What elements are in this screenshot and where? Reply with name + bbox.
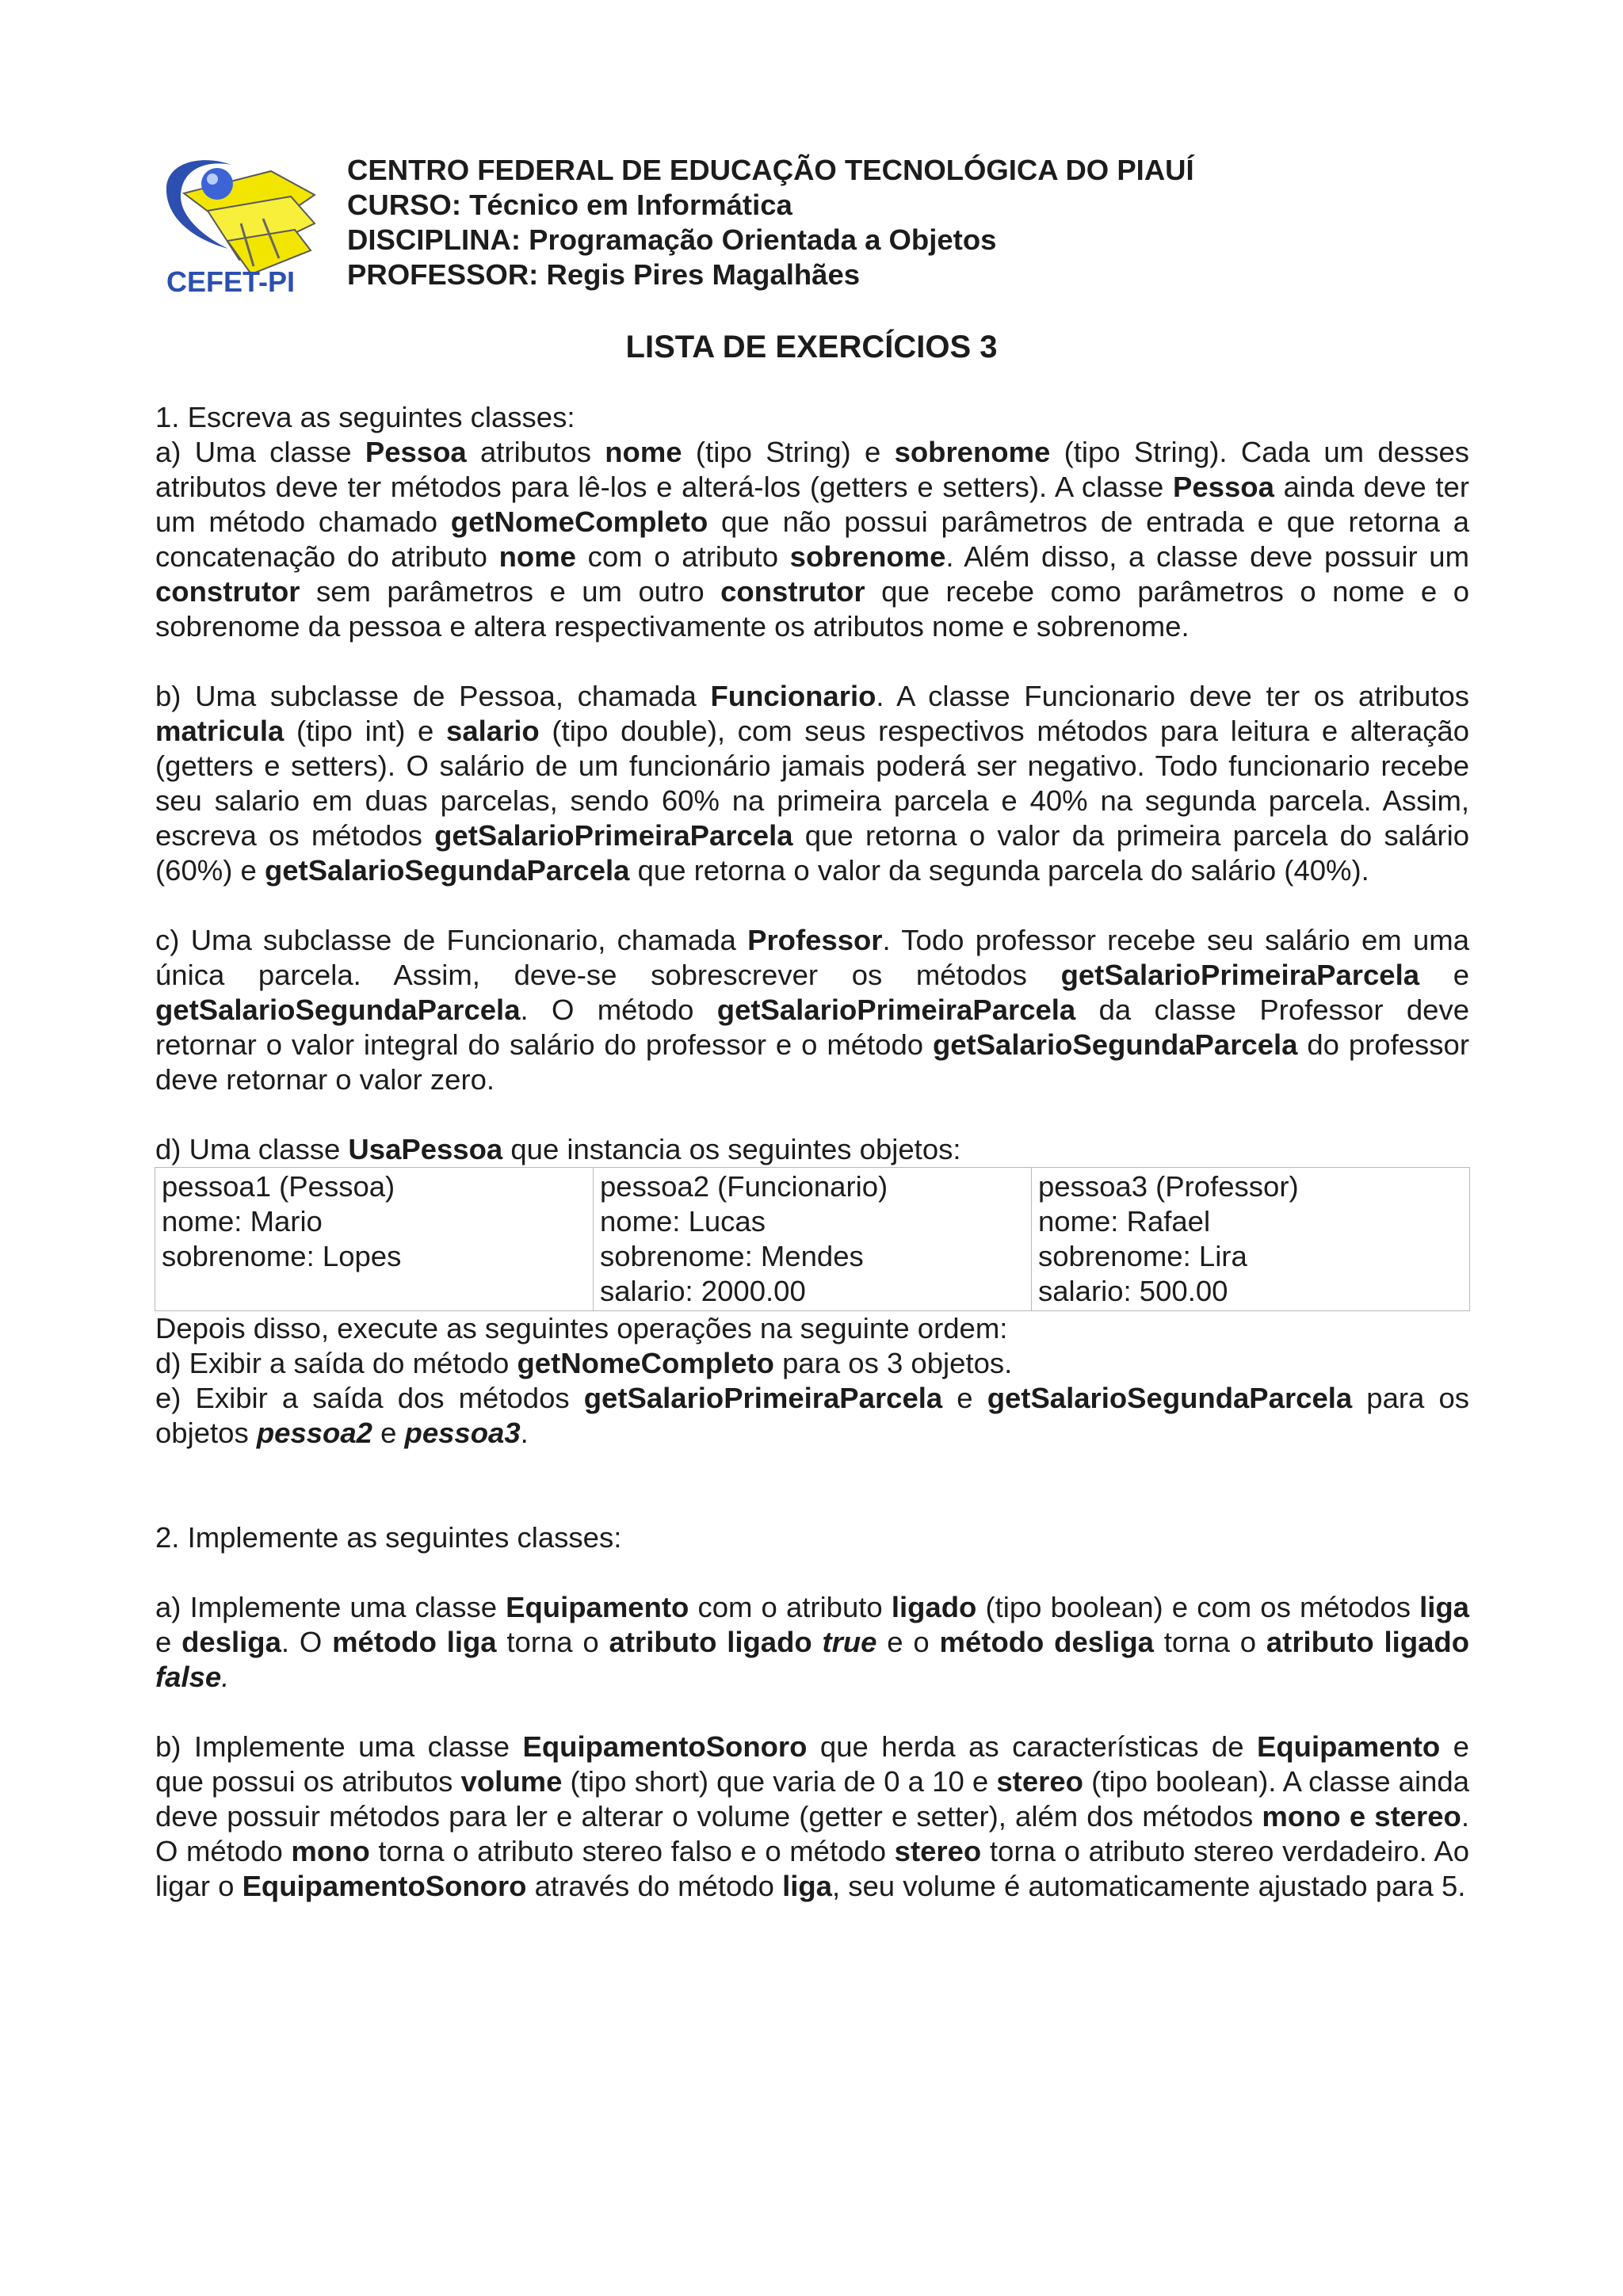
table-cell-pessoa1: pessoa1 (Pessoa) nome: Mario sobrenome: Lopes	[155, 1168, 594, 1311]
q1-item-b: b) Uma subclasse de Pessoa, chamada Funcionario. A classe Funcionario deve ter os atributos matricula (tipo int) e salario (tipo double), com seus respectivos métodos para leitura e alteração (getters e setters). O salário de um funcionário jamais poderá ser negativo. Todo funcionario recebe seu salario em duas parcelas, sendo 60% na primeira parcela e 40% na segunda parcela. Assim, escreva os métodos getSalarioPrimeiraParcela que retorna o valor da primeira parcela do salário (60%) e getSalarioSegundaParcela que retorna o valor da segunda parcela do salário (40%).	[155, 680, 1470, 887]
q1-after-text: Depois disso, execute as seguintes operações na seguinte ordem:	[155, 1312, 1008, 1344]
table-cell-pessoa3: pessoa3 (Professor) nome: Rafael sobrenome: Lira salario: 500.00	[1032, 1168, 1470, 1311]
document-header	[347, 153, 1457, 292]
cefet-pi-logo	[152, 147, 327, 299]
q2-intro: 2. Implemente as seguintes classes:	[155, 1521, 622, 1554]
q1-item-d: d) Uma classe UsaPessoa que instancia os seguintes objetos:	[155, 1133, 961, 1165]
table-row	[155, 1168, 1470, 1311]
objects-table	[155, 1167, 1470, 1311]
institution-name: CENTRO FEDERAL DE EDUCAÇÃO TECNOLÓGICA DO PIAUÍ	[347, 154, 1194, 186]
professor-line: PROFESSOR: Regis Pires Magalhães	[347, 258, 861, 291]
q2-item-a: a) Implemente uma classe Equipamento com o atributo ligado (tipo boolean) e com os métodos liga e desliga. O método liga torna o atributo ligado true e o método desliga torna o atributo ligado false.	[155, 1591, 1470, 1693]
cefet-logo-icon	[152, 147, 327, 299]
q1-item-d2: d) Exibir a saída do método getNomeCompleto para os 3 objetos.	[155, 1347, 1013, 1379]
q1-item-a: a) Uma classe Pessoa atributos nome (tipo String) e sobrenome (tipo String). Cada um desses atributos deve ter métodos para lê-los e alterá-los (getters e setters). A classe Pessoa ainda deve ter um método chamado getNomeCompleto que não possui parâmetros de entrada e que retorna a concatenação do atributo nome com o atributo sobrenome. Além disso, a classe deve possuir um construtor sem parâmetros e um outro construtor que recebe como parâmetros o nome e o sobrenome da pessoa e altera respectivamente os atributos nome e sobrenome.	[155, 436, 1470, 643]
svg-text:CEFET-PI: CEFET-PI	[166, 265, 296, 298]
q2-item-b: b) Implemente uma classe EquipamentoSonoro que herda as características de Equipamento e que possui os atributos volume (tipo short) que varia de 0 a 10 e stereo (tipo boolean). A classe ainda deve possuir métodos para ler e alterar o volume (getter e setter), além dos métodos mono e stereo. O método mono torna o atributo stereo falso e o método stereo torna o atributo stereo verdadeiro. Ao ligar o EquipamentoSonoro através do método liga, seu volume é automaticamente ajustado para 5.	[155, 1730, 1469, 1902]
discipline-line: DISCIPLINA: Programação Orientada a Objetos	[347, 223, 997, 256]
q1-item-e: e) Exibir a saída dos métodos getSalarioPrimeiraParcela e getSalarioSegundaParcela para os objetos pessoa2 e pessoa3.	[155, 1382, 1469, 1449]
table-cell-pessoa2: pessoa2 (Funcionario) nome: Lucas sobrenome: Mendes salario: 2000.00	[594, 1168, 1032, 1311]
q1-intro: 1. Escreva as seguintes classes:	[155, 401, 575, 433]
q1-item-c: c) Uma subclasse de Funcionario, chamada Professor. Todo professor recebe seu salário em uma única parcela. Assim, deve-se sobrescrever os métodos getSalarioPrimeiraParcela e getSalarioSegundaParcela. O método getSalarioPrimeiraParcela da classe Professor deve retornar o valor integral do salário do professor e o método getSalarioSegundaParcela do professor deve retornar o valor zero.	[155, 924, 1469, 1096]
exercise-content	[155, 400, 1469, 1904]
course-line: CURSO: Técnico em Informática	[347, 189, 792, 221]
page-title: LISTA DE EXERCÍCIOS 3	[625, 330, 998, 364]
